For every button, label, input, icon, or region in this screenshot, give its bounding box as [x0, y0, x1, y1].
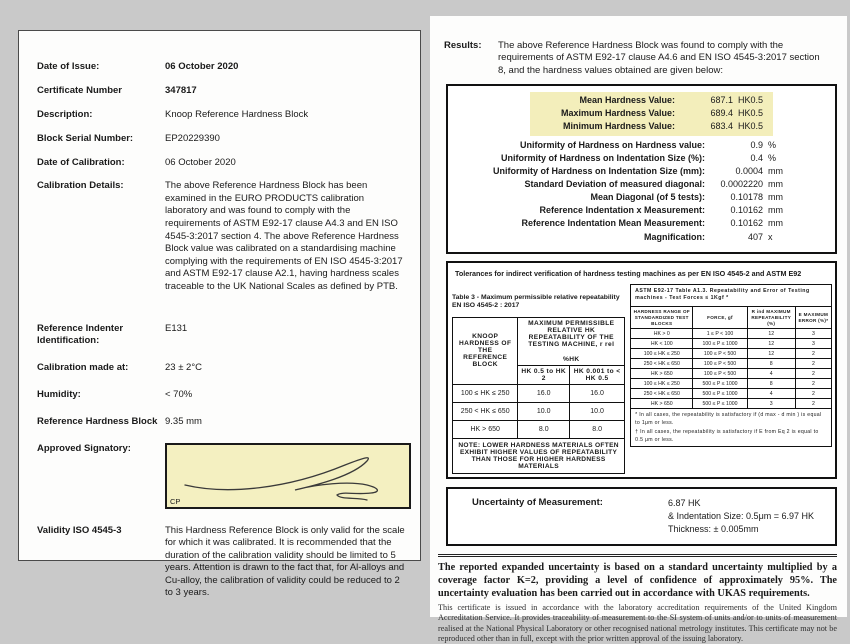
field-label: Reference Indenter Identification:: [37, 323, 124, 347]
results-row: [436, 40, 839, 77]
field-value: < 70%: [165, 388, 193, 400]
astm-hardness-range: HK > 0: [631, 329, 693, 339]
astm-error: 3: [795, 339, 831, 349]
field-label: Certificate Number: [37, 84, 122, 96]
astm-repeatability-header: R ind MAXIMUM REPEATABILITY (%): [747, 307, 795, 329]
uncertainty-line-3: Thickness: ± 0.005mm: [668, 523, 759, 534]
measurement-label: Uniformity of Hardness on Indentation Size (%):: [500, 153, 705, 164]
validity-row: [37, 525, 406, 600]
field-label: Date of Calibration:: [37, 156, 125, 168]
astm-footnote-row: [631, 409, 832, 447]
astm-force: 100 ≤ P < 500: [693, 349, 747, 359]
astm-error: 2: [795, 379, 831, 389]
iso-note-row: [453, 438, 625, 473]
field-label: Description:: [37, 108, 93, 120]
measurement-row: [456, 191, 797, 204]
astm-hardness-range: HK > 650: [631, 399, 693, 409]
field-label: Humidity:: [37, 388, 81, 400]
hardness-value: 683.4: [710, 121, 733, 132]
astm-range-header: HARDNESS RANGE OF STANDARDIZED TEST BLOCKS: [631, 307, 693, 329]
certificate-field-row: [37, 416, 406, 428]
uncertainty-values: [668, 497, 814, 536]
field-label: Reference Hardness Block: [37, 415, 158, 427]
hardness-value: 687.1: [710, 95, 733, 106]
iso-table: [452, 317, 625, 474]
astm-footnote-1: * In all cases, the repeatability is satisfactory if (d max - d min ) is equal to 1μm or less.: [635, 412, 822, 427]
measurement-unit: %: [768, 140, 777, 151]
signatory-initials: CP: [170, 496, 181, 506]
astm-force-header: FORCE, gf: [693, 307, 747, 329]
astm-repeatability: 4: [747, 389, 795, 399]
field-value: 9.35 mm: [165, 415, 202, 427]
measurement-unit: mm: [768, 179, 783, 190]
certificate-field-row: [37, 85, 406, 97]
astm-table: [630, 284, 832, 448]
uncertainty-label: Uncertainty of Measurement:: [472, 496, 603, 508]
measurement-value: 0.10162: [730, 205, 763, 216]
measurement-label: Uniformity of Hardness on Indentation Size (mm):: [492, 166, 705, 177]
measurement-label: Reference Indentation x Measurement:: [539, 205, 705, 216]
astm-repeatability: 8: [747, 379, 795, 389]
field-label: Calibration made at:: [37, 361, 129, 373]
iso-repeatability-v2: 8.0: [570, 420, 625, 438]
uncertainty-line-2: & Indentation Size: 0.5μm = 6.97 HK: [668, 510, 815, 521]
hardness-value-label: Minimum Hardness Value:: [562, 121, 675, 132]
certificate-field-row: [37, 157, 406, 169]
certificate-field-row: [37, 109, 406, 121]
astm-table-caption: ASTM E92-17 Table A1.3. Repeatability and Error of Testing machines - Test Forces ≤ 1Kgf *: [631, 284, 832, 307]
iso-data-row: [453, 420, 625, 438]
astm-hardness-range: HK > 650: [631, 369, 693, 379]
iso-hardness-range: 250 < HK ≤ 650: [453, 402, 518, 420]
uncertainty-line-1: 6.87 HK: [668, 497, 701, 508]
validity-text: This Hardness Reference Block is only valid for the scale for which it was calibrated. It is recommended that the duration of the calibration validity should be limited to 5 years. Attention is drawn to the fact that, for Al-alloys and Cu-alloy, the calibration of validity could be reduced to 2 to 3 years.: [165, 524, 405, 599]
certificate-field-row: [37, 362, 406, 374]
astm-header-row: [631, 307, 832, 329]
measurement-row: [456, 178, 797, 191]
astm-error-header: E MAXIMUM ERROR (%)*: [795, 307, 831, 329]
measurement-row: [456, 139, 797, 152]
measurement-label: Reference Indentation Mean Measurement:: [521, 218, 705, 229]
astm-repeatability: 3: [747, 399, 795, 409]
iso-repeatability-v2: 16.0: [570, 384, 625, 402]
signature-box: [165, 443, 411, 509]
astm-error: 2: [795, 349, 831, 359]
results-box: [446, 84, 837, 254]
astm-footnote-2: † In all cases, the repeatability is satisfactory if E from Eq 2 is equal to 0.5 μm or less.: [635, 428, 819, 443]
astm-hardness-range: 250 < HK ≤ 650: [631, 359, 693, 369]
astm-error: 3: [795, 329, 831, 339]
measurement-unit: mm: [768, 192, 783, 203]
iso-table-caption: Table 3 - Maximum permissible relative repeatability EN ISO 4545-2 : 2017: [452, 293, 620, 310]
tolerances-box: [446, 261, 837, 479]
field-value: EP20229390: [165, 132, 220, 144]
astm-data-row: [631, 349, 832, 359]
field-value: 06 October 2020: [165, 61, 239, 72]
astm-data-row: [631, 369, 832, 379]
measurement-label: Standard Deviation of measured diagonal:: [524, 179, 705, 190]
accreditation-disclaimer: This certificate is issued in accordance with the laboratory accreditation requirements of the United Kingdom Accreditation Service. It provides traceability of measurement to the SI system of units and/or to units of measurement realised at the National Physical Laboratory or other recognised national metrology institutes. This certificate may not be reproduced other than in full, except with the prior written approval of the issuing laboratory.: [438, 603, 837, 643]
astm-hardness-range: 250 < HK ≤ 650: [631, 389, 693, 399]
measurement-value: 0.10178: [730, 192, 763, 203]
astm-force: 500 ≤ P ≤ 1000: [693, 389, 747, 399]
iso-data-row: [453, 384, 625, 402]
iso-col2-header: [518, 317, 625, 365]
measurement-row: [456, 204, 797, 217]
certificate-field-row: [37, 61, 406, 73]
hardness-unit: HK0.5: [738, 108, 764, 119]
measurement-label: Mean Diagonal (of 5 tests):: [590, 192, 705, 203]
footer: [436, 561, 839, 644]
astm-data-row: [631, 399, 832, 409]
astm-hardness-range: HK < 100: [631, 339, 693, 349]
astm-footnotes: [631, 409, 832, 447]
uncertainty-box: [446, 487, 837, 546]
astm-hardness-range: 100 ≤ HK ≤ 250: [631, 379, 693, 389]
hardness-unit: HK0.5: [738, 121, 764, 132]
field-value: 06 October 2020: [165, 156, 236, 168]
measurement-label: Uniformity of Hardness on Hardness value:: [519, 140, 705, 151]
footer-divider: [438, 554, 837, 557]
astm-force: 100 ≤ P < 500: [693, 369, 747, 379]
field-value: 347817: [165, 84, 197, 96]
measurement-value: 0.9: [750, 140, 763, 151]
approved-signatory-label: Approved Signatory:: [37, 442, 131, 454]
astm-force: 100 ≤ P ≤ 1000: [693, 339, 747, 349]
iso-hardness-range: HK > 650: [453, 420, 518, 438]
calibration-details-text: The above Reference Hardness Block has been examined in the EURO PRODUCTS calibration laboratory and was found to comply with the requirements of ASTM E92-17 clause A4.3 and EN ISO 4545-3:2017 section 4. The above Reference Hardness Block value was calibrated on a standardising machine complying with the requirements of EN ISO 4545-3:2017 and ASTM E92-17 clause A2.1, having hardness scales traceable to the UK National Scales as defined by PTB.: [165, 180, 403, 292]
iso-repeatability-v1: 16.0: [518, 384, 570, 402]
iso-subcol1-header: HK 0.5 to HK 2: [518, 365, 570, 384]
certificate-page-left: [18, 30, 421, 599]
measurement-row: [456, 231, 797, 244]
astm-data-row: [631, 389, 832, 399]
measurement-unit: %: [768, 153, 777, 164]
astm-force: 500 ≤ P ≤ 1000: [693, 379, 747, 389]
hardness-value-label: Maximum Hardness Value:: [560, 108, 675, 119]
hardness-value-row: [532, 107, 767, 120]
results-text: The above Reference Hardness Block was found to comply with the requirements of ASTM E92-17 clause A4.6 and EN ISO 4545-3:2017 section 8, and the hardness values obtained are given below:: [498, 40, 820, 76]
astm-hardness-range: 100 ≤ HK ≤ 250: [631, 349, 693, 359]
uncertainty-statement: The reported expanded uncertainty is based on a standard uncertainty multiplied by a coverage factor K=2, providing a level of confidence of approximately 95%. The uncertainty evaluation has been carried out in accordance with UKAS requirements.: [438, 561, 837, 599]
measurement-unit: x: [768, 231, 773, 242]
field-value: E131: [165, 323, 188, 335]
iso-col1-header: KNOOP HARDNESS OF THE REFERENCE BLOCK: [453, 317, 518, 384]
iso-header-row: [453, 317, 625, 365]
astm-error: 2: [795, 389, 831, 399]
certificate-info-top: [37, 61, 406, 168]
iso-repeatability-v2: 10.0: [570, 402, 625, 420]
measurement-value: 0.0002220: [720, 179, 763, 190]
measurement-row: [456, 152, 797, 165]
astm-force: 100 ≤ P < 500: [693, 359, 747, 369]
astm-error: 2: [795, 359, 831, 369]
astm-error: 2: [795, 399, 831, 409]
hardness-values-highlight: [530, 92, 773, 136]
iso-note: NOTE: LOWER HARDNESS MATERIALS OFTEN EXHIBIT HIGHER VALUES OF REPEATABILITY THAN THOSE FOR HIGHER HARDNESS MATERIALS: [453, 438, 625, 473]
iso-repeatability-v1: 10.0: [518, 402, 570, 420]
field-label: Date of Issue:: [37, 61, 100, 72]
measurement-value: 0.0004: [735, 166, 763, 177]
iso-subcol2-header: HK 0.001 to < HK 0.5: [570, 365, 625, 384]
certificate-field-row: [37, 323, 406, 347]
certificate-field-row: [37, 389, 406, 401]
iso-table-section: [451, 284, 628, 474]
iso-data-row: [453, 402, 625, 420]
signature-icon: [167, 445, 409, 507]
iso-hardness-range: 100 ≤ HK ≤ 250: [453, 384, 518, 402]
astm-repeatability: 4: [747, 369, 795, 379]
iso-col2-header-text: MAXIMUM PERMISSIBLE RELATIVE HK REPEATABILITY OF THE TESTING MACHINE, r rel: [528, 319, 615, 348]
measurement-value: 407: [747, 231, 763, 242]
measurement-row: [456, 165, 797, 178]
hardness-unit: HK0.5: [738, 95, 764, 106]
calibration-details-row: [37, 180, 406, 293]
hardness-value-label: Mean Hardness Value:: [579, 95, 675, 106]
iso-repeatability-v1: 8.0: [518, 420, 570, 438]
field-value: Knoop Reference Hardness Block: [165, 108, 309, 120]
astm-repeatability: 12: [747, 329, 795, 339]
certificate-info-mid: [37, 323, 406, 427]
measurement-rows: [456, 139, 825, 243]
astm-repeatability: 12: [747, 349, 795, 359]
astm-data-row: [631, 329, 832, 339]
measurement-row: [456, 217, 797, 230]
measurement-value: 0.4: [750, 153, 763, 164]
astm-force: 1 ≤ P < 100: [693, 329, 747, 339]
measurement-unit: mm: [768, 166, 783, 177]
tolerances-title: Tolerances for indirect verification of hardness testing machines as per EN ISO 4545-2 and ASTM E92: [455, 268, 802, 278]
hardness-value: 689.4: [710, 108, 733, 119]
astm-caption-row: [631, 284, 832, 307]
results-label: Results:: [444, 40, 482, 51]
field-label: Block Serial Number:: [37, 132, 134, 144]
approved-signatory-row: [37, 443, 406, 509]
validity-label: Validity ISO 4545-3: [37, 524, 122, 536]
measurement-label: Magnification:: [644, 231, 705, 242]
astm-repeatability: 8: [747, 359, 795, 369]
iso-unit-header: %HK: [562, 355, 580, 363]
measurement-value: 0.10162: [730, 218, 763, 229]
field-value: 23 ± 2°C: [165, 361, 203, 373]
hardness-value-row: [532, 120, 767, 133]
calibration-details-label: Calibration Details:: [37, 180, 124, 192]
astm-force: 500 ≤ P ≤ 1000: [693, 399, 747, 409]
astm-table-section: [628, 284, 832, 448]
astm-data-row: [631, 359, 832, 369]
astm-error: 2: [795, 369, 831, 379]
certificate-field-row: [37, 133, 406, 145]
measurement-unit: mm: [768, 205, 783, 216]
measurement-unit: mm: [768, 218, 783, 229]
certificate-page-right: [430, 16, 847, 643]
tolerances-columns: [451, 284, 832, 474]
hardness-value-row: [532, 94, 767, 107]
astm-data-row: [631, 379, 832, 389]
astm-data-row: [631, 339, 832, 349]
astm-repeatability: 12: [747, 339, 795, 349]
